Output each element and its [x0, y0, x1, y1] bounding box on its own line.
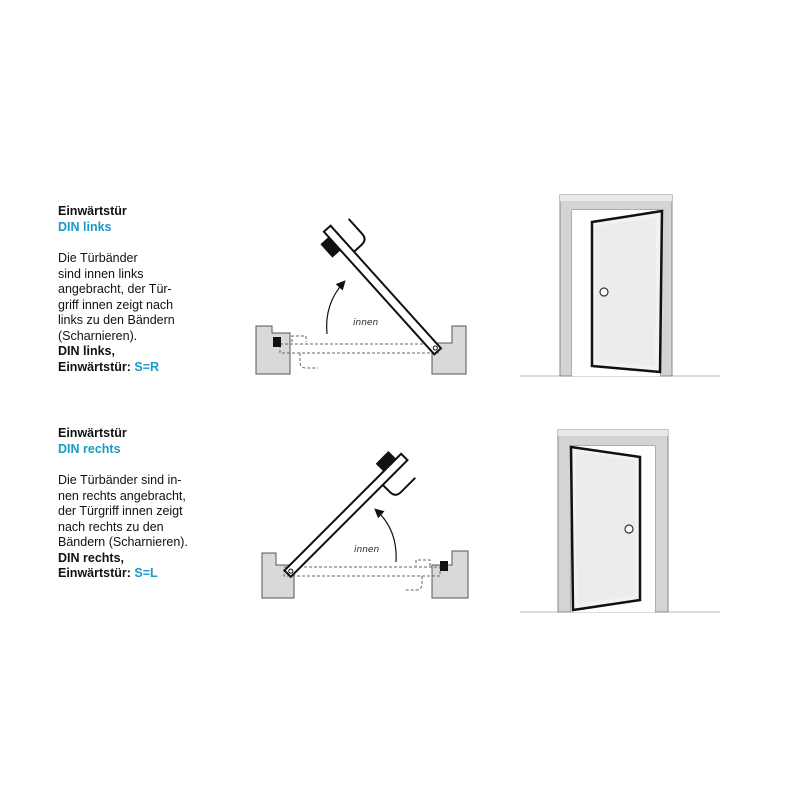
closed-door-outline: [280, 344, 438, 353]
description-line: Die Türbänder sind in-: [58, 473, 182, 487]
hinge-block: [440, 561, 448, 571]
section-heading: Einwärtstür: [58, 426, 127, 440]
description-line: angebracht, der Tür-: [58, 282, 172, 296]
summary-code: S=R: [134, 359, 160, 374]
open-door-leaf: [284, 454, 407, 577]
summary-prefix: Einwärtstür:: [58, 566, 135, 580]
din-label: DIN rechts: [58, 441, 121, 456]
summary-line: DIN rechts,: [58, 550, 124, 565]
innen-label: innen: [354, 545, 380, 555]
wall-left: [256, 326, 290, 374]
description-line: links zu den Bändern: [58, 313, 175, 327]
door-view-din-rechts: [520, 430, 720, 612]
description-line: sind innen links: [58, 266, 144, 281]
closed-handle-outline: [292, 336, 318, 368]
din-label: DIN links: [58, 219, 112, 234]
section-heading: Einwärtstür: [58, 204, 127, 218]
hinge-block: [273, 337, 281, 347]
swing-arrow: [327, 282, 344, 334]
closed-handle-outline: [404, 560, 430, 590]
description-line: (Scharnieren).: [58, 328, 138, 343]
door-knob: [600, 288, 608, 296]
description-line: Bändern (Scharnieren).: [58, 535, 188, 549]
description-line: der Türgriff innen zeigt: [58, 504, 183, 518]
description-line: Die Türbänder: [58, 251, 138, 265]
closed-door-outline: [284, 567, 440, 576]
summary-line: DIN links,: [58, 344, 115, 358]
floor-plan-din-links: [256, 214, 466, 374]
summary-code: S=L: [134, 566, 158, 580]
open-door-leaf: [324, 226, 441, 355]
innen-label: innen: [353, 318, 379, 328]
description-line: nach rechts zu den: [58, 519, 164, 534]
summary-prefix: Einwärtstür:: [58, 359, 135, 374]
floor-plan-din-rechts: [262, 446, 468, 598]
description-line: griff innen zeigt nach: [58, 297, 174, 312]
wall-right: [432, 551, 468, 598]
door-view-din-links: [520, 195, 720, 376]
door-knob: [625, 525, 633, 533]
description-line: nen rechts angebracht,: [58, 488, 186, 503]
